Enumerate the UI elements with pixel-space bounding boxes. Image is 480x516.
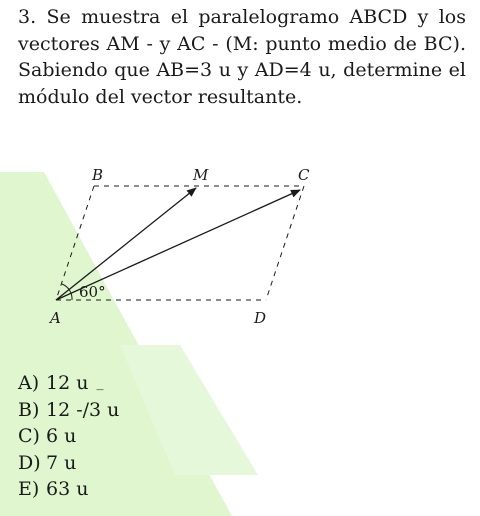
option-a[interactable] <box>18 370 119 397</box>
option-letter: C) <box>18 425 40 447</box>
option-text: 6 u <box>46 425 77 447</box>
option-b[interactable] <box>18 397 119 424</box>
option-text: 12 u <box>46 372 89 394</box>
option-text: 7 u <box>46 451 77 474</box>
option-letter: B) <box>18 398 40 421</box>
answer-options <box>18 370 119 503</box>
option-text: 12 -/3 u <box>46 398 120 421</box>
question-text: 3. Se muestra el paralelogramo ABCD y los vectores AM - y AC - (M: punto medio de BC). Sabiendo que AB=3 u y AD=4 u, determine el módulo del vector resultante. <box>18 6 466 108</box>
option-letter: E) <box>18 478 40 500</box>
label-a: A <box>50 309 61 327</box>
label-b: B <box>92 166 104 184</box>
option-c[interactable] <box>18 423 119 450</box>
option-text: 63 u <box>46 478 89 500</box>
vector-am <box>56 188 196 300</box>
option-blank-mark: _ <box>96 375 104 391</box>
option-d[interactable] <box>18 450 119 477</box>
parallelogram-figure <box>36 160 336 335</box>
label-c: C <box>298 166 310 184</box>
label-m: M <box>193 166 209 184</box>
label-angle: 60° <box>79 283 106 301</box>
option-letter: A) <box>18 372 40 394</box>
option-letter: D) <box>18 451 41 474</box>
label-d: D <box>254 309 267 327</box>
option-e[interactable] <box>18 476 119 503</box>
